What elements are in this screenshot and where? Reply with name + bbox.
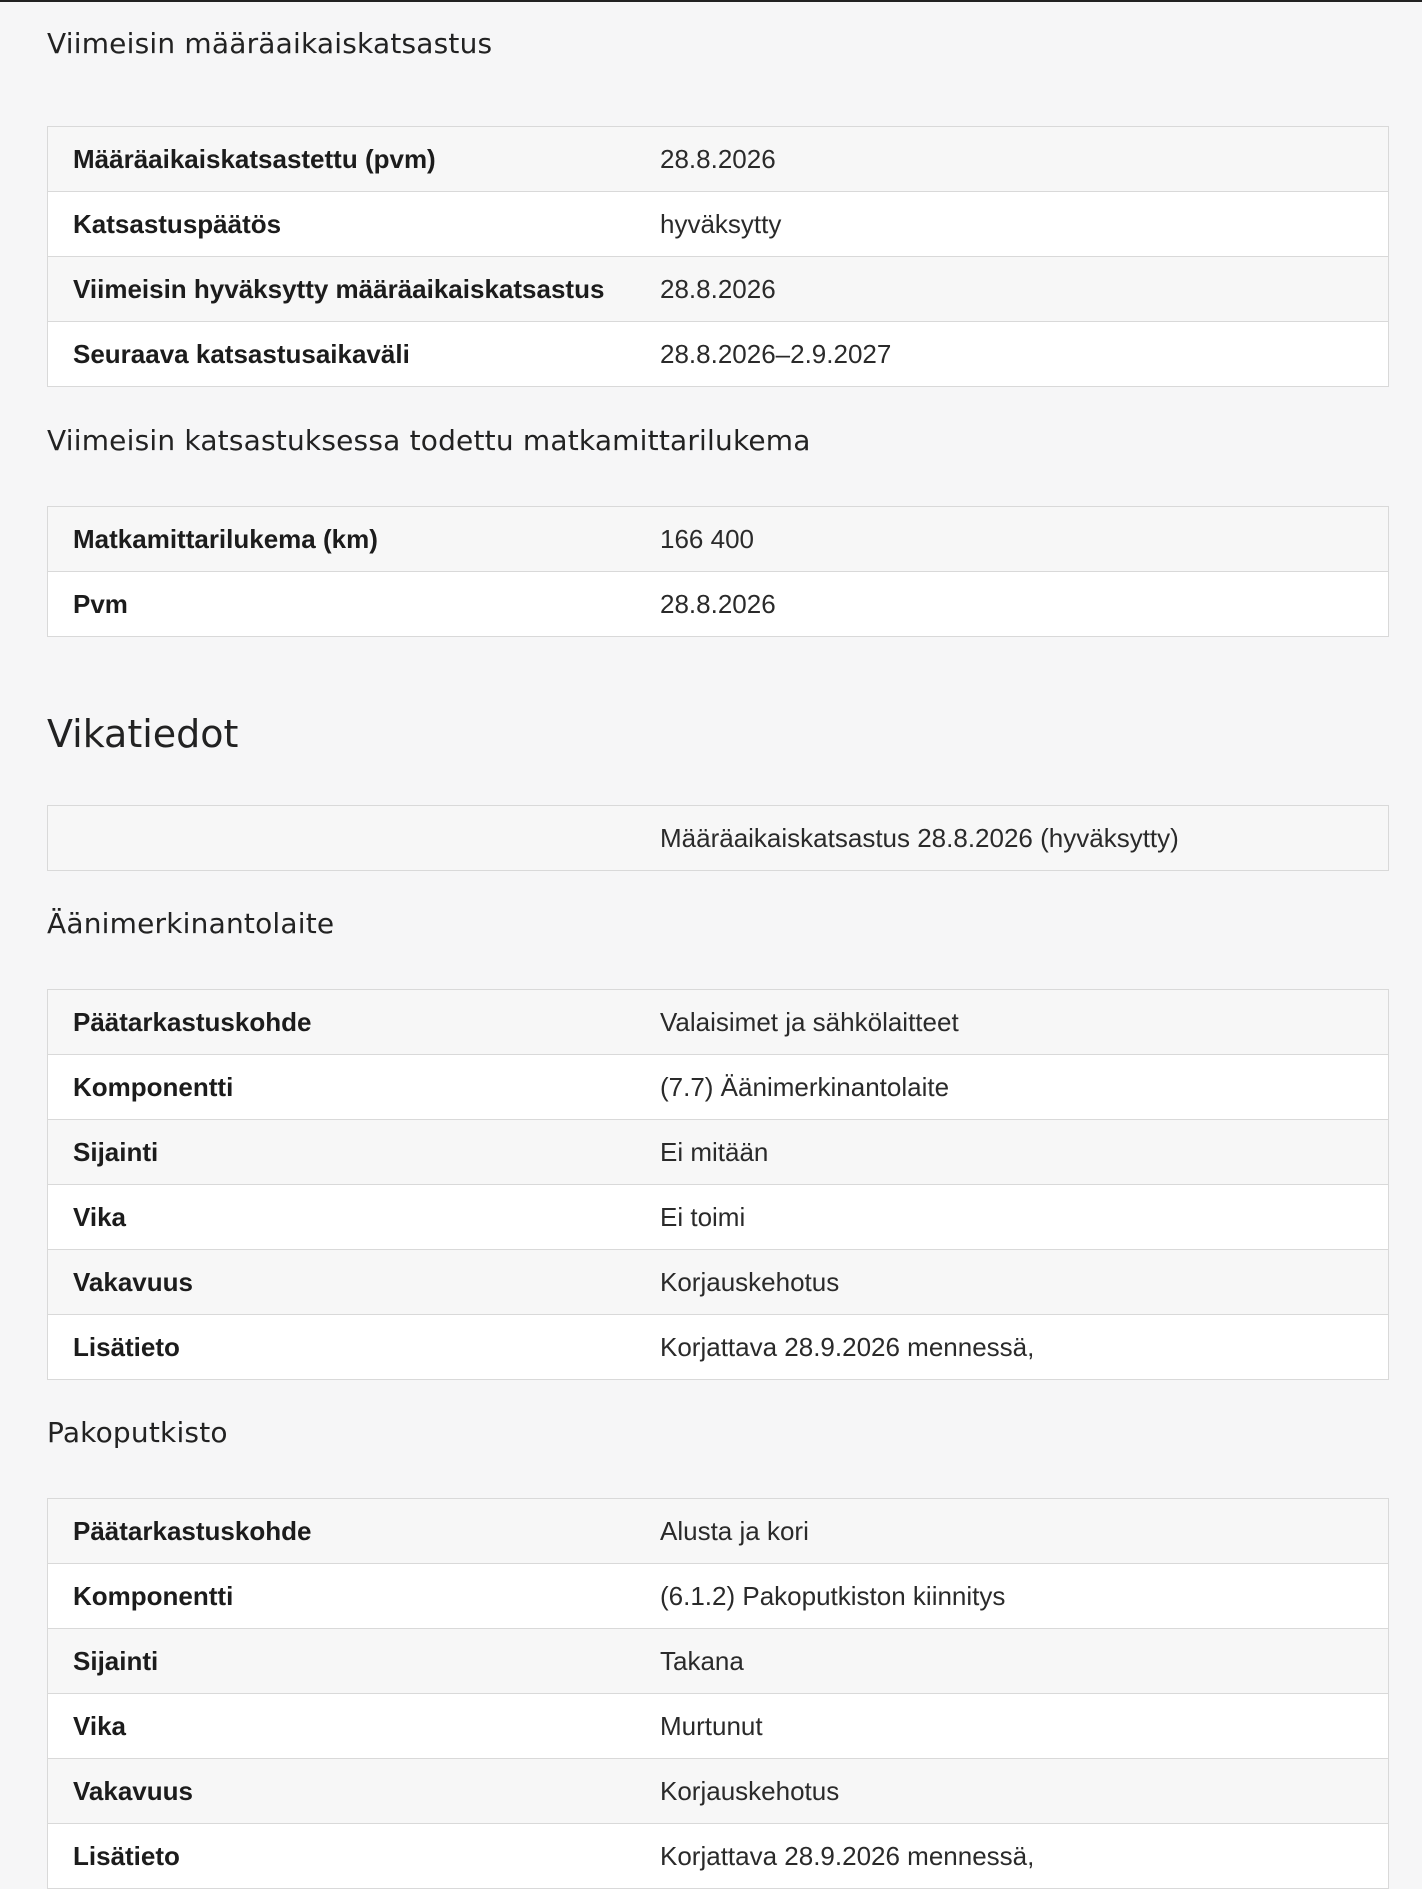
row-label: Viimeisin hyväksytty määräaikaiskatsastus (48, 257, 636, 322)
row-value: Valaisimet ja sähkölaitteet (635, 990, 1389, 1055)
row-value: (7.7) Äänimerkinantolaite (635, 1055, 1389, 1120)
fault-table-horn (47, 989, 1389, 1380)
table-row (48, 990, 1389, 1055)
row-label: Päätarkastuskohde (48, 1499, 636, 1564)
table-row (48, 806, 1389, 871)
row-value: Korjattava 28.9.2026 mennessä, (635, 1315, 1389, 1380)
table-row (48, 572, 1389, 637)
row-label: Vakavuus (48, 1250, 636, 1315)
row-label: Sijainti (48, 1629, 636, 1694)
fault-heading-exhaust: Pakoputkisto (47, 1416, 228, 1449)
faults-heading: Vikatiedot (47, 712, 239, 756)
table-row (48, 127, 1389, 192)
row-value: Korjattava 28.9.2026 mennessä, (635, 1824, 1389, 1889)
table-row (48, 1250, 1389, 1315)
row-label: Sijainti (48, 1120, 636, 1185)
row-value: Takana (635, 1629, 1389, 1694)
table-row (48, 1185, 1389, 1250)
row-value: Korjauskehotus (635, 1250, 1389, 1315)
row-value: Murtunut (635, 1694, 1389, 1759)
row-value: 166 400 (635, 507, 1389, 572)
row-value: 28.8.2026 (635, 127, 1389, 192)
row-value: 28.8.2026–2.9.2027 (635, 322, 1389, 387)
row-label: Määräaikaiskatsastettu (pvm) (48, 127, 636, 192)
table-row (48, 192, 1389, 257)
row-label: Lisätieto (48, 1315, 636, 1380)
row-value: (6.1.2) Pakoputkiston kiinnitys (635, 1564, 1389, 1629)
row-label: Komponentti (48, 1564, 636, 1629)
odometer-heading: Viimeisin katsastuksessa todettu matkamittarilukema (47, 424, 811, 457)
faults-summary-table (47, 805, 1389, 871)
row-label: Komponentti (48, 1055, 636, 1120)
table-row (48, 1629, 1389, 1694)
row-label: Seuraava katsastusaikaväli (48, 322, 636, 387)
row-value: 28.8.2026 (635, 572, 1389, 637)
row-value: Ei toimi (635, 1185, 1389, 1250)
row-value: Alusta ja kori (635, 1499, 1389, 1564)
table-row (48, 257, 1389, 322)
row-value: 28.8.2026 (635, 257, 1389, 322)
table-row (48, 1694, 1389, 1759)
row-value: Ei mitään (635, 1120, 1389, 1185)
row-label: Vika (48, 1185, 636, 1250)
row-value: hyväksytty (635, 192, 1389, 257)
fault-heading-horn: Äänimerkinantolaite (47, 907, 335, 940)
table-row (48, 507, 1389, 572)
page-content (0, 2, 1422, 1889)
table-row (48, 322, 1389, 387)
row-label: Päätarkastuskohde (48, 990, 636, 1055)
row-label: Pvm (48, 572, 636, 637)
row-label: Vika (48, 1694, 636, 1759)
row-label: Katsastuspäätös (48, 192, 636, 257)
inspection-table (47, 126, 1389, 387)
row-value: Korjauskehotus (635, 1759, 1389, 1824)
row-value: Määräaikaiskatsastus 28.8.2026 (hyväksytty) (635, 806, 1389, 871)
row-label: Vakavuus (48, 1759, 636, 1824)
row-label (48, 806, 636, 871)
table-row (48, 1055, 1389, 1120)
table-row (48, 1499, 1389, 1564)
inspection-heading: Viimeisin määräaikaiskatsastus (47, 27, 493, 60)
row-label: Lisätieto (48, 1824, 636, 1889)
table-row (48, 1315, 1389, 1380)
table-row (48, 1824, 1389, 1889)
table-row (48, 1120, 1389, 1185)
odometer-table (47, 506, 1389, 637)
table-row (48, 1564, 1389, 1629)
fault-table-exhaust (47, 1498, 1389, 1889)
row-label: Matkamittarilukema (km) (48, 507, 636, 572)
table-row (48, 1759, 1389, 1824)
